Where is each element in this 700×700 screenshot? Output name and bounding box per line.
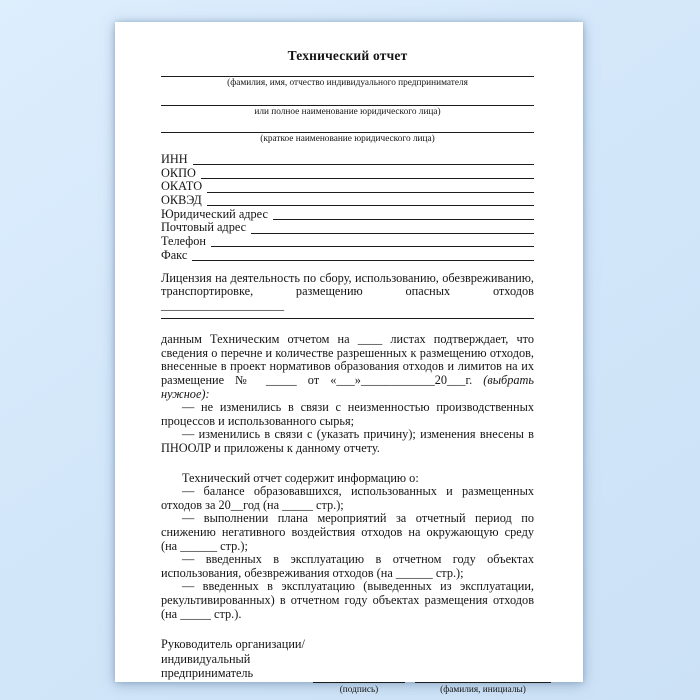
name-blank-line xyxy=(415,681,551,683)
field-blank-line xyxy=(193,164,534,165)
contains-item-use-objects: — введенных в эксплуатацию в отчетном году объектах использования, обезвреживания отходов (на ______ стр.); xyxy=(161,552,534,580)
header-blank-3 xyxy=(161,131,534,144)
signature-caption: (подпись) xyxy=(339,684,379,695)
field-label: Юридический адрес xyxy=(161,206,268,221)
header-blank-2 xyxy=(161,104,534,117)
field-label: ИНН xyxy=(161,151,188,166)
statement-text: данным Техническим отчетом на ____ листах подтверждает, что сведения о перечне и количестве разрешенных к размещению отходов, внесенные в проект нормативов образования отходов и лимитов на их размещение № _____ от «___»____________20___г. xyxy=(161,332,534,388)
field-label: Почтовый адрес xyxy=(161,220,247,235)
signatory-role-line: предприниматель xyxy=(161,666,254,681)
header-blank-1 xyxy=(161,75,534,88)
field-label: Телефон xyxy=(161,234,206,249)
field-blank-line xyxy=(207,192,534,193)
field-blank-line xyxy=(192,260,534,261)
blank-line xyxy=(161,104,534,106)
field-row-okpo xyxy=(161,167,534,181)
option-unchanged: — не изменились в связи с неизменностью производственных процессов и использованного сырья; xyxy=(161,400,534,428)
requisites-fields xyxy=(161,153,534,263)
field-label: ОКВЭД xyxy=(161,193,202,208)
signatory-role-line: Руководитель организации/ xyxy=(161,637,305,652)
statement-italic-note: (выбрать нужное): xyxy=(161,373,534,401)
blank-caption: или полное наименование юридического лица) xyxy=(254,107,441,117)
license-blank-line xyxy=(161,317,534,319)
contains-intro: Технический отчет содержит информацию о: xyxy=(182,470,419,485)
blank-line xyxy=(161,131,534,133)
contains-item-balance: — балансе образовавшихся, использованных и размещенных отходов за 20__год (на _____ стр.); xyxy=(161,484,534,512)
signature-field xyxy=(313,681,405,696)
field-row-legal-address xyxy=(161,208,534,222)
field-label: ОКПО xyxy=(161,165,196,180)
name-caption: (фамилия, инициалы) xyxy=(440,684,526,695)
field-row-okato xyxy=(161,180,534,194)
blank-caption: (фамилия, имя, отчество индивидуального предпринимателя xyxy=(227,78,468,88)
signatory-role xyxy=(161,637,313,681)
field-blank-line xyxy=(201,178,534,179)
signature-block xyxy=(161,637,534,696)
field-blank-line xyxy=(273,219,534,220)
field-row-phone xyxy=(161,235,534,249)
license-text: Лицензия на деятельность по сбору, использованию, обезвреживанию, транспортировке, размещению опасных отходов ____________________ xyxy=(161,270,534,312)
field-label: Факс xyxy=(161,247,188,262)
blank-caption: (краткое наименование юридического лица) xyxy=(260,134,435,144)
field-row-okved xyxy=(161,194,534,208)
signature-blank-line xyxy=(313,681,405,683)
contains-item-plan: — выполнении плана мероприятий за отчетный период по снижению негативного воздействия отходов на окружающую среду (на ______ стр.); xyxy=(161,511,534,553)
document-page xyxy=(115,22,583,695)
field-row-inn xyxy=(161,153,534,167)
statement-paragraph xyxy=(161,333,534,401)
signatory-role-line: индивидуальный xyxy=(161,651,251,666)
field-row-fax xyxy=(161,249,534,263)
option-changed: — изменились в связи с (указать причину); изменения внесены в ПНООЛР и приложены к данному отчету. xyxy=(161,427,534,456)
field-row-postal-address xyxy=(161,221,534,235)
name-field xyxy=(415,681,551,696)
document-title: Технический отчет xyxy=(287,48,408,63)
field-label: ОКАТО xyxy=(161,179,203,194)
field-blank-line xyxy=(251,233,534,234)
contains-item-placement-objects: — введенных в эксплуатацию (выведенных из эксплуатации, рекультивированных) в отчетном году объектах размещения отходов (на _____ стр.). xyxy=(161,579,534,621)
blank-line xyxy=(161,75,534,77)
license-paragraph xyxy=(161,272,534,313)
field-blank-line xyxy=(211,246,534,247)
